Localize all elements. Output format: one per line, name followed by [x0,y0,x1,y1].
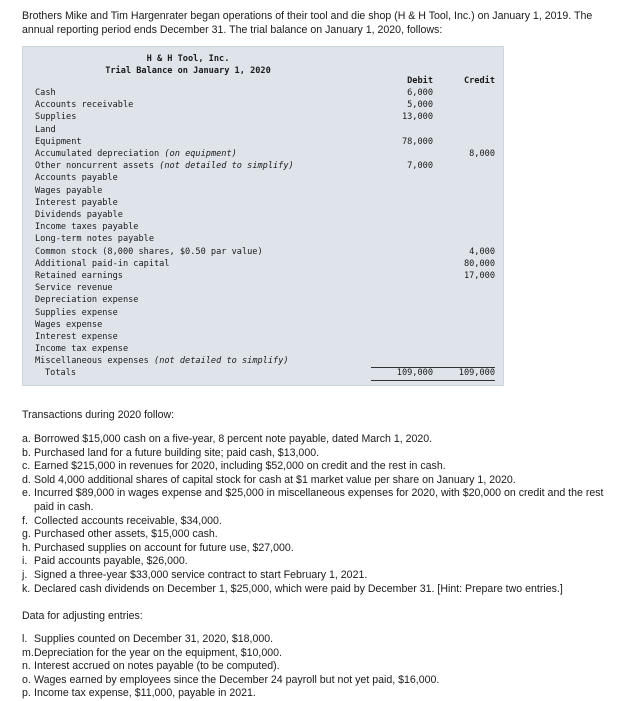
account-name [35,88,56,98]
account-row [23,308,503,320]
account-name [35,149,237,159]
account-row [23,210,503,222]
account-name [35,332,118,342]
account-row [23,112,503,124]
account-label: Retained earnings [35,271,123,281]
transaction-item-letter: f. [22,514,28,527]
account-row [23,173,503,185]
adjustment-item-letter: m. [22,646,34,659]
account-label: Wages payable [35,185,103,196]
transaction-item-letter: c. [22,460,31,473]
account-name [35,320,102,330]
account-label: Accounts receivable [35,100,134,111]
adjustment-item-text: Income tax expense, $11,000, payable in 2021. [34,687,256,700]
transaction-item-letter: e. [22,487,31,500]
adjustment-item-text: Supplies counted on December 31, 2020, $18,000. [34,633,274,645]
account-label: Dividends payable [35,210,123,220]
transaction-item-text: Earned $215,000 in revenues for 2020, including $52,000 on credit and the rest in cash. [34,460,446,473]
transaction-item [22,555,612,569]
transaction-item-text: Signed a three-year $33,000 service contract to start February 1, 2021. [34,568,368,581]
account-label: Supplies expense [35,307,118,318]
adjusting-heading: Data for adjusting entries: [22,610,143,622]
credit-double-rule [433,380,495,381]
account-row [23,332,503,344]
transaction-item [22,515,612,529]
debit-amount: 6,000 [407,88,433,98]
adjustment-item [22,660,612,674]
totals-row [23,368,503,380]
account-label: Supplies [35,112,77,123]
transaction-item-text: Purchased other assets, $15,000 cash. [34,528,218,541]
debit-amount: 7,000 [407,161,433,172]
account-name [35,112,76,122]
transaction-item [22,542,612,556]
transaction-item [22,583,612,597]
account-name [35,344,128,354]
account-label: Additional paid-in capital [35,258,170,269]
account-row [23,222,503,234]
adjustment-item-text: Wages earned by employees since the December 24 payroll but not yet paid, $16,000. [34,673,440,686]
adjustment-item-text: Depreciation for the year on the equipment, $10,000. [34,646,282,659]
transaction-item-text: Declared cash dividends on December 1, $25,000, which were paid by December 31. [Hint: Prepare two entries.] [34,582,563,595]
account-label: Equipment [35,136,82,147]
transaction-item [22,487,612,514]
trial-balance-heading [23,53,353,77]
transaction-item-letter: i. [22,555,28,568]
trial-balance-title: Trial Balance on January 1, 2020 [105,66,271,76]
account-name [35,161,294,171]
transaction-item-letter: b. [22,446,31,459]
credit-amount: 8,000 [469,149,495,159]
adjustment-item [22,633,612,647]
account-name [35,222,138,232]
account-row [23,88,503,100]
transaction-item-text: Sold 4,000 additional shares of capital stock for cash at $1 market value per share on January 1, 2020. [34,473,516,486]
account-name [35,283,113,293]
account-row [23,186,503,198]
transaction-item-letter: k. [22,582,31,595]
account-label: Wages expense [35,319,103,330]
account-label: Service revenue [35,283,113,294]
account-row [23,161,503,173]
transaction-item-letter: a. [22,433,31,445]
transaction-item-text: Incurred $89,000 in wages expense and $25,000 in miscellaneous expenses for 2020, with $20,000 on credit and the rest paid in cash. [34,487,604,513]
adjustments-list [22,633,612,701]
transaction-item-text: Purchased supplies on account for future use, $27,000. [34,541,294,554]
adjustment-item [22,687,612,701]
account-note: (on equipment) [164,149,237,159]
debit-amount: 78,000 [401,136,433,147]
transaction-item-letter: h. [22,541,31,554]
account-name [35,356,289,366]
account-name [35,125,56,135]
account-row [23,295,503,307]
account-label: Accumulated depreciation [35,149,160,159]
account-row [23,320,503,332]
transaction-item [22,474,612,488]
account-row [23,234,503,246]
adjustment-item-letter: l. [22,633,28,645]
account-name [35,198,118,208]
account-label: Interest payable [35,197,118,208]
account-name [35,173,118,183]
transaction-item [22,460,612,474]
account-name [35,247,263,257]
account-row [23,100,503,112]
transaction-item-text: Purchased land for a future building site; paid cash, $13,000. [34,446,320,459]
credit-amount: 17,000 [463,271,495,281]
total-debit: 109,000 [396,368,433,378]
account-name [35,100,133,110]
account-name [35,295,138,305]
adjustment-item [22,674,612,688]
account-label: Long-term notes payable [35,234,154,245]
adjustment-item-letter: o. [22,673,31,686]
adjustment-item-letter: p. [22,687,31,700]
account-note: (not detailed to simplify) [159,161,294,172]
transaction-item-text: Borrowed $15,000 cash on a five-year, 8 percent note payable, dated March 1, 2020. [34,433,433,445]
transactions-heading: Transactions during 2020 follow: [22,409,175,421]
account-row [23,271,503,283]
account-label: Common stock (8,000 shares, $0.50 par value) [35,246,263,257]
company-name: H & H Tool, Inc. [146,54,230,64]
debit-header: Debit [407,76,433,86]
transaction-item [22,528,612,542]
transaction-item [22,447,612,461]
account-row [23,137,503,149]
account-row [23,283,503,295]
trial-balance-table [22,46,504,386]
account-label: Interest expense [35,332,118,342]
account-row [23,344,503,356]
account-note: (not detailed to simplify) [154,356,289,367]
account-name [35,259,170,269]
account-name [35,137,82,147]
debit-amount: 5,000 [407,100,433,111]
account-name [35,210,123,220]
account-label: Income tax expense [35,344,129,355]
account-label: Land [35,124,56,135]
account-name [35,186,102,196]
total-credit: 109,000 [458,368,495,378]
problem-intro: Brothers Mike and Tim Hargenrater began operations of their tool and die shop (H & H Tool, Inc.) on January 1, 2019. The annual reporting period ends December 31. The trial balance on January 1, 2020, follows: [22,10,593,36]
transaction-item-text: Paid accounts payable, $26,000. [34,555,188,568]
adjustment-item-letter: n. [22,660,31,673]
account-row [23,125,503,137]
account-row [23,259,503,271]
debit-double-rule [371,380,433,381]
transaction-item [22,433,612,447]
transaction-item-letter: g. [22,528,31,541]
account-name [35,308,118,318]
transaction-item-letter: j. [22,568,28,581]
credit-amount: 4,000 [469,246,495,257]
transaction-item [22,569,612,583]
credit-header: Credit [463,76,495,86]
account-row [23,247,503,259]
account-name [35,234,154,244]
account-label: Other noncurrent assets [35,161,154,172]
account-label: Miscellaneous expenses [35,356,149,367]
account-name [35,271,123,281]
account-row [23,198,503,210]
account-label: Cash [35,88,56,98]
transaction-item-letter: d. [22,473,31,486]
account-label: Depreciation expense [35,295,139,306]
account-row [23,149,503,161]
adjustment-item-text: Interest accrued on notes payable (to be computed). [34,660,280,673]
transaction-item-text: Collected accounts receivable, $34,000. [34,514,222,527]
adjustment-item [22,647,612,661]
account-label: Income taxes payable [35,222,139,233]
debit-amount: 13,000 [401,112,433,123]
transactions-list [22,433,612,596]
account-label: Accounts payable [35,173,118,184]
credit-amount: 80,000 [463,258,495,269]
totals-label: Totals [45,368,77,378]
